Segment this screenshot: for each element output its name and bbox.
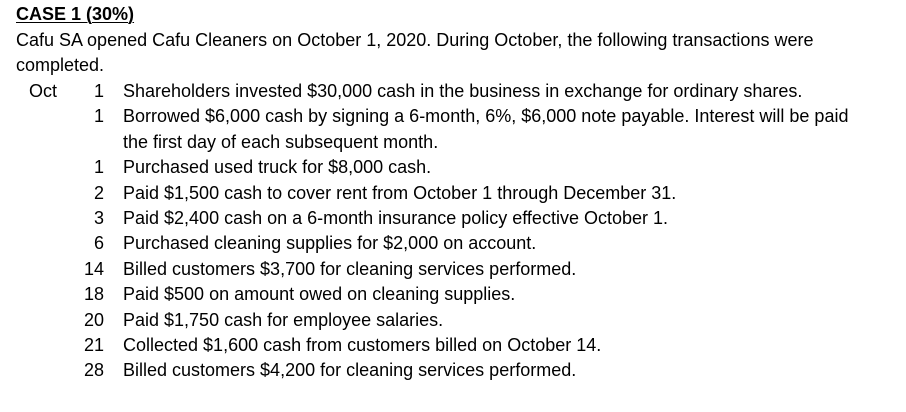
transaction-row (16, 333, 896, 358)
transaction-day: 20 (83, 309, 104, 330)
month-label: Oct (29, 81, 58, 101)
transaction-day: 14 (83, 258, 104, 279)
transaction-day: 1 (93, 106, 104, 127)
case-title: CASE 1 (30%) (16, 4, 135, 24)
transaction-description: Borrowed $6,000 cash by signing a 6-month, 6%, $6,000 note payable. Interest will be paid the first day of each subsequent month. (123, 106, 849, 152)
transaction-day: 1 (93, 81, 104, 101)
transaction-row (16, 231, 896, 256)
case-intro: Cafu SA opened Cafu Cleaners on October 1, 2020. During October, the following transactions were completed. (16, 30, 814, 75)
transaction-row (16, 155, 896, 180)
transaction-row (16, 79, 896, 104)
transaction-description: Shareholders invested $30,000 cash in the business in exchange for ordinary shares. (123, 81, 803, 101)
transaction-day: 28 (83, 360, 104, 381)
transaction-description: Paid $1,500 cash to cover rent from October 1 through December 31. (123, 182, 677, 203)
transaction-day: 1 (93, 157, 104, 178)
transaction-row (16, 308, 896, 333)
transaction-list (16, 79, 896, 384)
transaction-day: 21 (83, 335, 104, 356)
transaction-row (16, 206, 896, 231)
transaction-day: 2 (93, 182, 104, 203)
transaction-description: Purchased cleaning supplies for $2,000 on account. (123, 233, 537, 254)
transaction-row (16, 104, 896, 155)
transaction-description: Billed customers $3,700 for cleaning services performed. (123, 258, 577, 279)
transaction-row (16, 358, 896, 383)
transaction-description: Paid $1,750 cash for employee salaries. (123, 309, 444, 330)
transaction-day: 3 (93, 208, 104, 229)
case-document (16, 2, 896, 384)
transaction-day: 18 (83, 284, 104, 305)
transaction-description: Billed customers $4,200 for cleaning services performed. (123, 360, 577, 381)
transaction-description: Paid $500 on amount owed on cleaning supplies. (123, 284, 516, 305)
transaction-description: Purchased used truck for $8,000 cash. (123, 157, 432, 178)
transaction-row (16, 181, 896, 206)
transaction-day: 6 (93, 233, 104, 254)
transaction-description: Collected $1,600 cash from customers billed on October 14. (123, 335, 602, 356)
transaction-row (16, 257, 896, 282)
transaction-row (16, 282, 896, 307)
transaction-description: Paid $2,400 cash on a 6-month insurance policy effective October 1. (123, 208, 668, 229)
